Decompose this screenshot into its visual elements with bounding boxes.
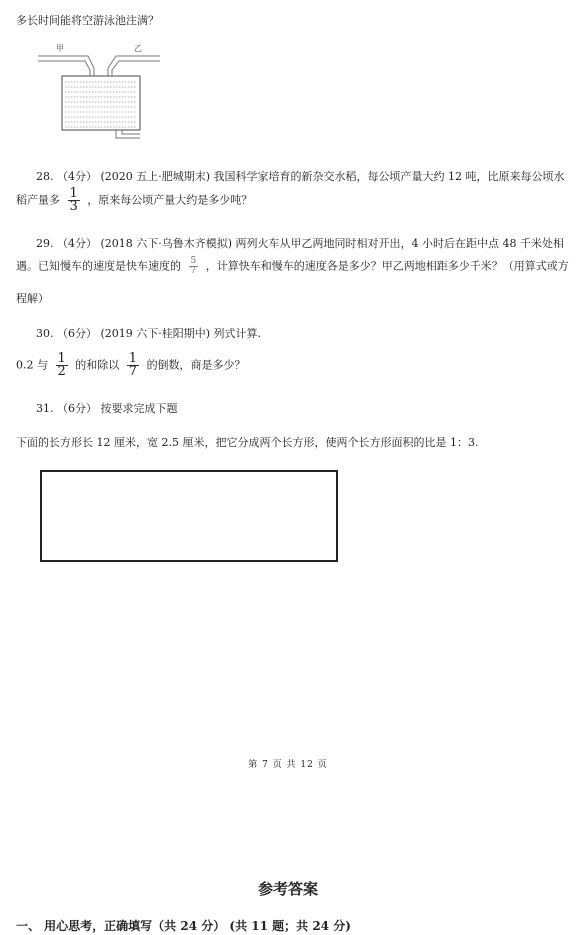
fraction-numerator: 1 <box>57 351 66 366</box>
fraction-denominator: 7 <box>128 364 138 379</box>
question-29-line3: 程解） <box>16 292 49 305</box>
fraction-one-seventh <box>127 353 139 378</box>
answer-title: 参考答案 <box>257 880 318 898</box>
rectangle-figure <box>40 470 338 562</box>
question-28-line2 <box>16 188 252 213</box>
question-28-line1: 28. （4分） (2020 五上·肥城期末) 我国科学家培育的新杂交水稻，每公顷产量大约 12 吨，比原来每公顷水 <box>36 170 565 183</box>
pool-diagram <box>36 42 166 142</box>
fraction-one-third <box>68 188 80 213</box>
fraction-five-sevenths <box>189 257 199 276</box>
fraction-denominator: 3 <box>69 199 78 214</box>
fraction-numerator: 5 <box>190 256 197 266</box>
fraction-denominator: 7 <box>190 266 197 276</box>
intro-text: 多长时间能将空游泳池注满？ <box>16 14 159 27</box>
question-29-line1: 29. （4分） (2018 六下·乌鲁木齐模拟) 两列火车从甲乙两地同时相对开出，4 小时后在距中点 48 千米处相 <box>36 237 565 250</box>
pipe-label-left: 甲 <box>56 44 64 53</box>
question-28-text-a: 稻产量多 <box>16 193 60 207</box>
section-one-heading: 一、 用心思考，正确填写（共 24 分） (共 11 题；共 24 分) <box>16 919 351 933</box>
question-29-text-b: ，计算快车和慢车的速度各是多少？甲乙两地相距多少千米？（用算式或方 <box>205 259 569 273</box>
pipe-label-right: 乙 <box>134 44 142 53</box>
fraction-one-half <box>56 353 68 378</box>
fraction-numerator: 1 <box>69 186 78 201</box>
question-31-line1: 31. （6分） 按要求完成下题 <box>36 402 178 415</box>
question-29-text-a: 遇。已知慢车的速度是快车速度的 <box>16 259 181 273</box>
fraction-denominator: 2 <box>57 364 66 379</box>
question-30-text-b: 的和除以 <box>75 358 120 372</box>
question-30-text-c: 的倒数，商是多少？ <box>146 358 246 372</box>
page-footer: 第 7 页 共 12 页 <box>248 760 328 770</box>
question-30-line1: 30. （6分） (2019 六下·桂阳期中) 列式计算. <box>36 327 262 340</box>
question-31-line2: 下面的长方形长 12 厘米，宽 2.5 厘米，把它分成两个长方形，使两个长方形面积的比是 1：3. <box>16 436 479 449</box>
question-28-text-b: ，原来每公顷产量大约是多少吨？ <box>87 193 253 207</box>
fraction-numerator: 1 <box>128 351 138 366</box>
question-29-line2 <box>16 257 569 276</box>
question-30-text-a: 0.2 与 <box>16 358 48 372</box>
question-30-line2 <box>16 353 246 378</box>
